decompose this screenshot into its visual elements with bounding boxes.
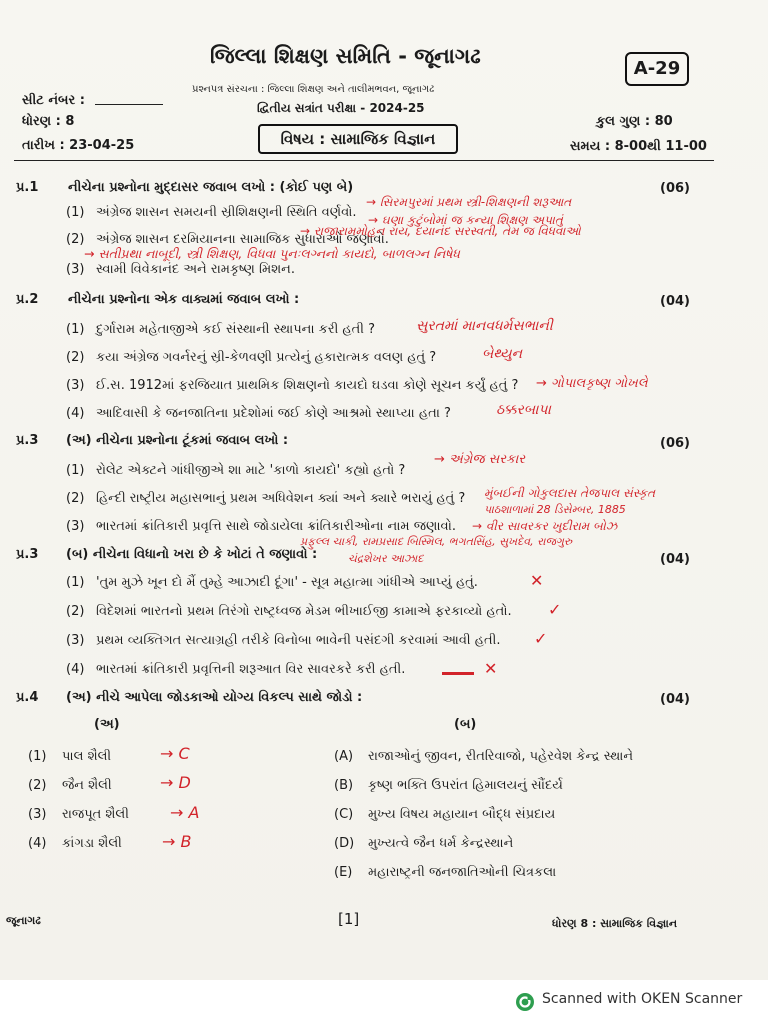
q1-item-number: (2): [66, 232, 85, 247]
q2-item-text: દુર્ગારામ મહેતાજીએ કઈ સંસ્થાની સ્થાપના કરી હતી ?: [96, 322, 376, 337]
handwritten-answer: → અંગ્રેજ સરકાર: [434, 452, 525, 467]
q3a-item-number: (1): [66, 463, 85, 478]
q2-item-number: (1): [66, 322, 85, 337]
page-title: જિલ્લા શિક્ષણ સમિતિ - જૂનાગઢ: [210, 44, 481, 68]
handwritten-answer: → B: [162, 832, 192, 851]
match-left-text: રાજપૂત શૈલી: [62, 807, 129, 822]
paper-setter: પ્રશ્નપત્ર સંરચના : જિલ્લા શિક્ષણ અને તાલીમભવન, જૂનાગઢ: [192, 84, 435, 95]
wrong-mark: ✕: [484, 659, 498, 678]
q1-item-text: અંગ્રેજ શાસન દરમિયાનના સામાજિક સુધારાઓ જણાવો.: [96, 232, 389, 247]
handwritten-answer: સુરતમાં માનવધર્મસભાની: [416, 318, 553, 334]
strike-scribble: [442, 672, 474, 675]
handwritten-answer: → D: [160, 773, 191, 792]
q1-item-text: અંગ્રેજ શાસન સમયની સ્રીશિક્ષણની સ્થિતિ વર્ણવો.: [96, 205, 357, 220]
right-mark: ✓: [534, 629, 548, 648]
q3a-number: પ્ર.3: [16, 433, 39, 448]
footer-subject: ધોરણ 8 : સામાજિક વિજ્ઞાન: [552, 917, 678, 930]
q3b-item-text: વિદેશમાં ભારતનો પ્રથમ તિરંગો રાષ્ટ્રધ્વજ મેડમ ભીખાઈજી કામાએ ફરકાવ્યો હતો.: [96, 604, 512, 619]
match-left-text: પાલ શૈલી: [62, 749, 112, 764]
column-b-heading: (બ): [454, 717, 477, 732]
q3a-item-text: ભારતમાં ક્રાંતિકારી પ્રવૃત્તિ સાથે જોડાયેલા ક્રાંતિકારીઓના નામ જણાવો.: [96, 519, 457, 534]
q3b-item-text: ભારતમાં ક્રાંતિકારી પ્રવૃત્તિની શરૂઆત વિર સાવરકરે કરી હતી.: [96, 662, 406, 677]
scanner-watermark-text: Scanned with OKEN Scanner: [542, 991, 743, 1007]
exam-date: તારીખ : 23-04-25: [22, 138, 135, 153]
match-right-text: મુખ્યત્વે જૈન ધર્મ કેન્દ્રસ્થાને: [368, 836, 514, 851]
q2-marks: (04): [660, 294, 690, 309]
match-right-text: કૃષ્ણ ભક્તિ ઉપરાંત હિમાલયનું સૌંદર્ય: [368, 778, 563, 793]
match-right-text: મહારાષ્ટ્રની જનજાતિઓની ચિત્રકલા: [368, 865, 557, 880]
q3a-item-number: (2): [66, 491, 85, 506]
total-marks: કુલ ગુણ : 80: [596, 114, 673, 129]
subject-box: વિષય : સામાજિક વિજ્ઞાન: [258, 124, 458, 154]
scanner-logo-icon: [515, 992, 535, 1012]
header-divider: [14, 160, 714, 161]
right-mark: ✓: [548, 600, 562, 619]
column-a-heading: (અ): [94, 717, 120, 732]
standard-label: ધોરણ : 8: [22, 114, 75, 129]
q3b-item-number: (1): [66, 575, 85, 590]
q1-number: પ્ર.1: [16, 180, 39, 195]
handwritten-answer: પાઠશાળામાં 28 ડિસેમ્બર, 1885: [484, 503, 626, 516]
wrong-mark: ✕: [530, 571, 544, 590]
match-left-number: (4): [28, 836, 47, 851]
q3a-heading: (અ) નીચેના પ્રશ્નોના ટૂંકમાં જવાબ લખો :: [66, 433, 289, 448]
handwritten-answer: મુંબઈની ગોકુલદાસ તેજપાલ સંસ્કૃત: [484, 486, 656, 500]
q3a-marks: (06): [660, 436, 690, 451]
match-left-number: (1): [28, 749, 47, 764]
q4-marks: (04): [660, 692, 690, 707]
q2-item-text: ઈ.સ. 1912માં ફરજિયાત પ્રાથમિક શિક્ષણનો કાયદો ઘડવા કોણે સૂચન કર્યું હતું ?: [96, 378, 519, 393]
match-left-number: (2): [28, 778, 47, 793]
handwritten-answer: → સિરમપુરમાં પ્રથમ સ્ત્રી-શિક્ષણની શરૂઆત: [366, 195, 572, 209]
match-right-letter: (B): [334, 778, 354, 793]
match-right-letter: (D): [334, 836, 355, 851]
handwritten-answer: બેથ્યુન: [482, 346, 523, 362]
handwritten-answer: → સતીપ્રથા નાબૂદી, સ્ત્રી શિક્ષણ, વિધવા પુનઃલગ્નનો કાયદો, બાળલગ્ન નિષેધ: [84, 246, 460, 261]
q2-item-number: (3): [66, 378, 85, 393]
handwritten-answer: → રાજારામમોહન રાય, દયાનંદ સરસ્વતી, તેમ જ વિધવાઓ: [300, 224, 581, 238]
handwritten-answer: ઠક્કરબાપા: [496, 402, 551, 418]
seat-number-label: સીટ નંબર :: [22, 93, 85, 108]
q3b-item-text: 'તુમ મુઝે ખૂન દો મૈં તુમ્હે આઝાદી દૂંગા' - સૂત્ર મહાત્મા ગાંધીએ આપ્યું હતું.: [96, 575, 478, 590]
handwritten-answer: → વીર સાવરકર ખુદીરામ બોઝ: [472, 519, 618, 533]
seat-number-line: [95, 104, 163, 105]
q3a-item-text: હિન્દી રાષ્ટ્રીય મહાસભાનું પ્રથમ અધિવેશન ક્યાં અને ક્યારે ભરાયું હતું ?: [96, 491, 466, 506]
match-left-number: (3): [28, 807, 47, 822]
handwritten-answer: → ઘણા કુટુંબોમાં જ કન્યા શિક્ષણ અપાતું: [368, 213, 563, 227]
footer-district: જૂનાગઢ: [6, 914, 41, 927]
page-number: [1]: [338, 910, 360, 928]
q1-item-number: (3): [66, 262, 85, 277]
q2-item-text: આદિવાસી કે જનજાતિના પ્રદેશોમાં જઈ કોણે આશ્રમો સ્થાપ્યા હતા ?: [96, 406, 451, 421]
exam-time: સમય : 8-00થી 11-00: [570, 139, 707, 154]
q2-number: પ્ર.2: [16, 292, 39, 307]
q3b-item-text: પ્રથમ વ્યક્તિગત સત્યાગ્રહી તરીકે વિનોબા ભાવેની પસંદગી કરવામાં આવી હતી.: [96, 633, 501, 648]
q1-item-number: (1): [66, 205, 85, 220]
q2-item-text: કયા અંગ્રેજ ગવર્નરનું સ્રી-કેળવણી પ્રત્યેનું હકારાત્મક વલણ હતું ?: [96, 350, 437, 365]
match-right-text: મુખ્ય વિષય મહાયાન બૌદ્ધ સંપ્રદાય: [368, 807, 556, 822]
q3a-item-number: (3): [66, 519, 85, 534]
q3b-item-number: (3): [66, 633, 85, 648]
q1-item-text: સ્વામી વિવેકાનંદ અને રામકૃષ્ણ મિશન.: [96, 262, 295, 277]
match-right-letter: (C): [334, 807, 354, 822]
q3b-item-number: (4): [66, 662, 85, 677]
q3b-heading: (બ) નીચેના વિધાનો ખરા છે કે ખોટાં તે જણાવો :: [66, 547, 318, 562]
q1-heading: નીચેના પ્રશ્નોના મુદ્દાસર જવાબ લખો : (કોઈ પણ બે): [68, 180, 354, 195]
match-left-text: કાંગડા શૈલી: [62, 836, 122, 851]
q2-item-number: (2): [66, 350, 85, 365]
handwritten-answer: → ગોપાલકૃષ્ણ ગોખલે: [536, 376, 648, 391]
q2-heading: નીચેના પ્રશ્નોના એક વાક્યમાં જવાબ લખો :: [68, 292, 300, 307]
exam-name: દ્વિતીય સત્રાંત પરીક્ષા - 2024-25: [257, 101, 425, 115]
match-right-letter: (A): [334, 749, 354, 764]
q1-marks: (06): [660, 181, 690, 196]
match-left-text: જૈન શૈલી: [62, 778, 112, 793]
handwritten-answer: → C: [160, 744, 190, 763]
handwritten-answer: પ્રફુલ્લ ચાકી, રામપ્રસાદ બિસ્મિલ, ભગતસિંહ, સુખદેવ, રાજગુરુ: [300, 535, 572, 548]
q4-heading: (અ) નીચે આપેલા જોડકાઓ યોગ્ય વિકલ્પ સાથે જોડો :: [66, 690, 363, 705]
paper-code-badge: A-29: [625, 52, 689, 86]
q3a-item-text: રોલેટ એક્ટને ગાંધીજીએ શા માટે 'કાળો કાયદો' કહ્યો હતો ?: [96, 463, 406, 478]
match-right-text: રાજાઓનું જીવન, રીતરિવાજો, પહેરવેશ કેન્દ્ર સ્થાને: [368, 749, 634, 764]
q3b-number: પ્ર.3: [16, 547, 39, 562]
q4-number: પ્ર.4: [16, 690, 39, 705]
match-right-letter: (E): [334, 865, 353, 880]
q2-item-number: (4): [66, 406, 85, 421]
q3b-marks: (04): [660, 552, 690, 567]
handwritten-answer: ચંદ્રશેખર આઝાદ: [348, 552, 424, 565]
q3b-item-number: (2): [66, 604, 85, 619]
handwritten-answer: → A: [170, 803, 200, 822]
